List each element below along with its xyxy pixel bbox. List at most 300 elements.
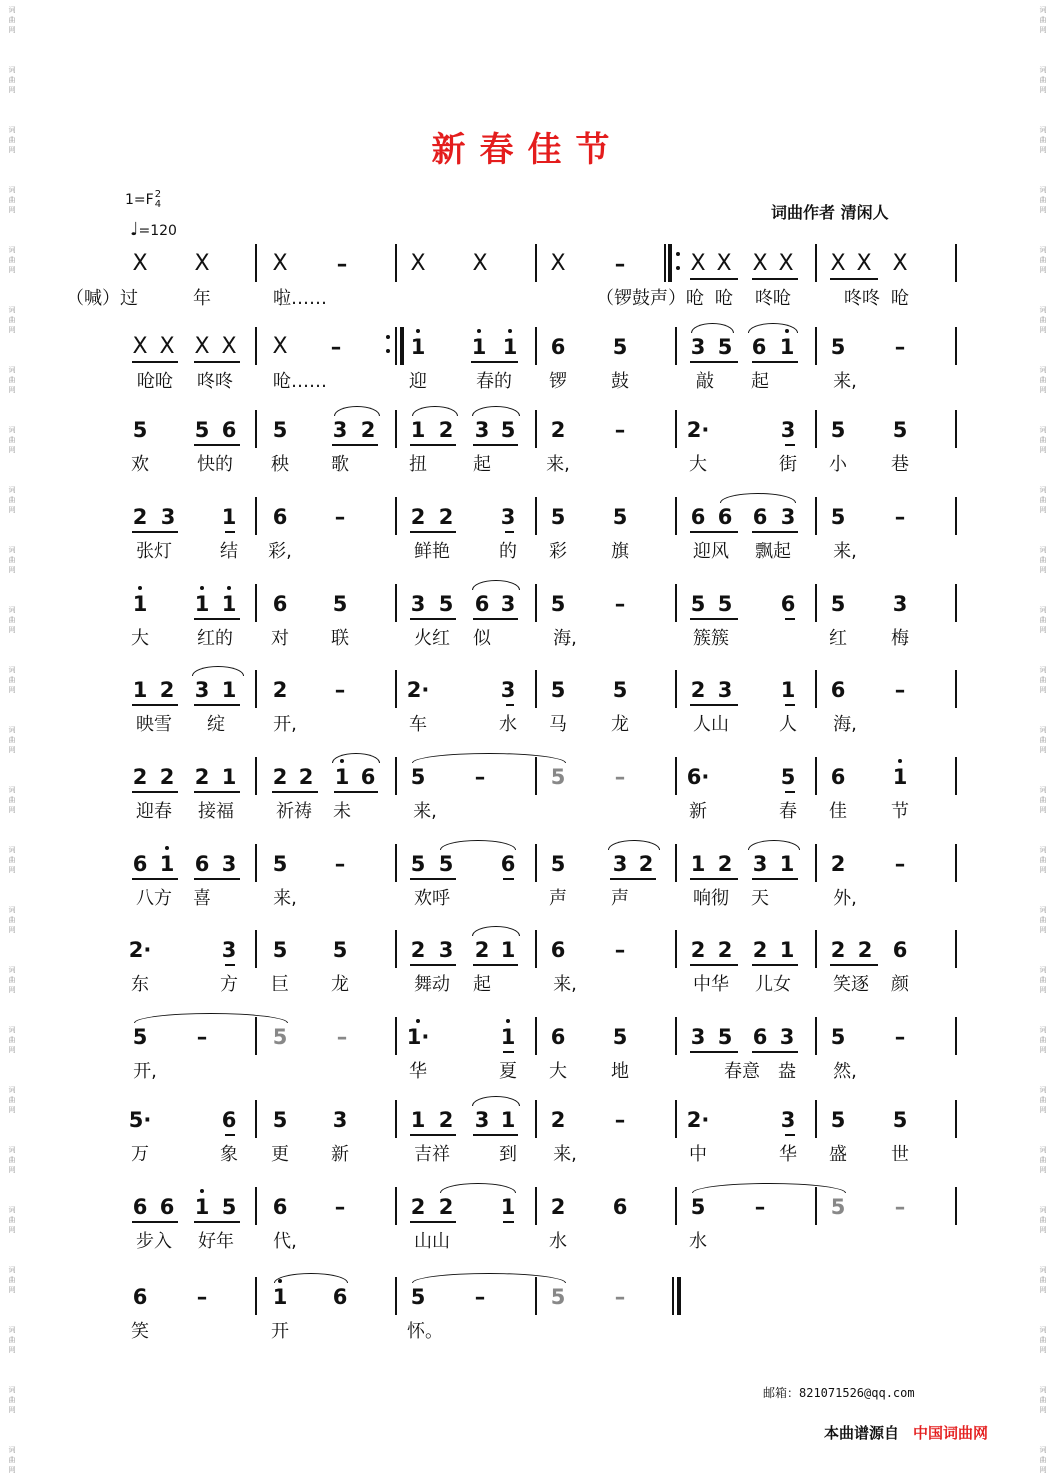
watermark-char: 词 — [1039, 186, 1047, 194]
watermark-char: 网 — [8, 926, 16, 934]
source-label: 本曲谱源自 — [824, 1424, 900, 1442]
lyric: 笑 — [131, 1321, 149, 1342]
note: 3 — [500, 678, 516, 702]
watermark-char: 词 — [8, 606, 16, 614]
note: 5 — [221, 1195, 237, 1219]
beam-underline — [690, 618, 738, 620]
watermark-char: 曲 — [8, 256, 16, 264]
note: X — [690, 251, 706, 276]
beam-underline — [473, 618, 518, 620]
note: 5 — [410, 852, 426, 876]
octave-dot — [508, 329, 512, 333]
note: – — [614, 938, 626, 962]
beam-underline — [410, 964, 456, 966]
note: 5 — [690, 1195, 706, 1219]
watermark-char: 网 — [8, 806, 16, 814]
lyric: 颜 — [891, 974, 909, 995]
note: 3 — [612, 852, 628, 876]
slur — [440, 840, 516, 850]
barline — [815, 670, 817, 708]
lyric: 快的 — [197, 454, 233, 475]
watermark-char: 曲 — [1039, 916, 1047, 924]
watermark-char: 曲 — [1039, 1456, 1047, 1464]
note: 5 — [194, 418, 210, 442]
lyric: 的 — [499, 541, 517, 562]
lyric: 到 — [499, 1144, 517, 1165]
watermark-char: 网 — [1039, 146, 1047, 154]
note: – — [330, 335, 342, 359]
beam-underline — [194, 444, 240, 446]
note: X — [159, 334, 175, 359]
barline — [535, 327, 537, 365]
note: 1 — [132, 678, 148, 702]
note: – — [336, 252, 348, 276]
lyric: 大 — [689, 454, 707, 475]
lyric: 来, — [833, 541, 857, 562]
lyric: 笑逐 — [833, 974, 869, 995]
watermark-char: 词 — [1039, 906, 1047, 914]
beam-underline — [752, 278, 798, 280]
watermark-char: 曲 — [1039, 376, 1047, 384]
note: 3 — [780, 418, 796, 442]
barline — [675, 1187, 677, 1225]
note: 6 — [360, 765, 376, 789]
watermark-char: 词 — [8, 1326, 16, 1334]
barline — [395, 670, 397, 708]
barline — [395, 327, 397, 365]
beam-underline — [505, 444, 514, 446]
note: 3 — [221, 938, 237, 962]
watermark-char: 曲 — [1039, 1276, 1047, 1284]
watermark-char: 网 — [1039, 1286, 1047, 1294]
watermark-char: 词 — [1039, 66, 1047, 74]
watermark-char: 曲 — [8, 1456, 16, 1464]
note: 3 — [752, 852, 768, 876]
lyric: 接福 — [198, 801, 234, 822]
note: 1 — [410, 335, 426, 359]
note: 2 — [438, 418, 454, 442]
barline — [535, 844, 537, 882]
note: 1· — [406, 1025, 430, 1049]
watermark-char: 词 — [1039, 306, 1047, 314]
watermark-char: 网 — [1039, 26, 1047, 34]
lyric: 簇簇 — [693, 628, 729, 649]
note: 2 — [717, 938, 733, 962]
watermark-char: 曲 — [1039, 976, 1047, 984]
watermark-char: 曲 — [1039, 796, 1047, 804]
lyric: 天 — [751, 888, 769, 909]
watermark-char: 词 — [8, 126, 16, 134]
octave-dot — [165, 846, 169, 850]
note: 3 — [892, 592, 908, 616]
lyric: 来, — [553, 1144, 577, 1165]
note: – — [894, 678, 906, 702]
octave-dot — [416, 329, 420, 333]
watermark-char: 网 — [1039, 326, 1047, 334]
note: 2· — [406, 678, 430, 702]
watermark-char: 网 — [8, 986, 16, 994]
note: – — [894, 1025, 906, 1049]
barline — [395, 930, 397, 968]
note: X — [716, 251, 732, 276]
note: 2 — [298, 765, 314, 789]
note: 6 — [272, 592, 288, 616]
note: 6 — [500, 852, 516, 876]
note: 2· — [686, 418, 710, 442]
lyric: 结 — [220, 541, 238, 562]
lyric: 万 — [131, 1144, 149, 1165]
watermark-char: 词 — [1039, 966, 1047, 974]
watermark-char: 曲 — [1039, 1336, 1047, 1344]
watermark-char: 曲 — [8, 616, 16, 624]
watermark-char: 网 — [8, 1166, 16, 1174]
note: 1 — [500, 938, 516, 962]
watermark-char: 网 — [1039, 386, 1047, 394]
watermark-char: 曲 — [8, 676, 16, 684]
note: 6 — [752, 505, 768, 529]
note: 3 — [438, 938, 454, 962]
source-site-link[interactable]: 中国词曲网 — [913, 1424, 989, 1442]
lyric: 迎 — [409, 371, 427, 392]
barline — [255, 244, 257, 282]
watermark-char: 网 — [8, 26, 16, 34]
beam-underline — [785, 1134, 795, 1136]
watermark-char: 词 — [8, 906, 16, 914]
beam-underline — [785, 704, 795, 706]
note: 5 — [550, 678, 566, 702]
barline — [395, 244, 397, 282]
beam-underline — [225, 1134, 235, 1136]
lyric: 对 — [271, 628, 289, 649]
note: 6 — [830, 678, 846, 702]
beam-underline — [785, 618, 795, 620]
barline — [255, 584, 257, 622]
tempo-text: =120 — [138, 223, 177, 239]
lyric: 映雪 — [136, 714, 172, 735]
note: 6 — [690, 505, 706, 529]
watermark-char: 网 — [1039, 926, 1047, 934]
note: 5 — [500, 418, 516, 442]
note: 3 — [717, 678, 733, 702]
watermark-char: 词 — [1039, 726, 1047, 734]
lyric: 地 — [611, 1061, 629, 1082]
watermark-char: 网 — [8, 1346, 16, 1354]
lyric: 锣 — [549, 371, 567, 392]
note: 5 — [550, 765, 566, 789]
watermark-char: 网 — [8, 386, 16, 394]
lyric: 东 — [131, 974, 149, 995]
octave-dot — [416, 1019, 420, 1023]
beam-underline — [471, 361, 518, 363]
lyric: 水 — [549, 1231, 567, 1252]
note: 5 — [690, 592, 706, 616]
watermark-char: 曲 — [8, 1096, 16, 1104]
lyric: 春的 — [476, 371, 512, 392]
watermark-char: 网 — [8, 266, 16, 274]
note: 2 — [830, 852, 846, 876]
note: 2· — [686, 1108, 710, 1132]
watermark-char: 词 — [8, 786, 16, 794]
lyric: 绽 — [207, 714, 225, 735]
repeat-dot — [386, 349, 390, 353]
note: 1 — [132, 592, 148, 616]
watermark-char: 曲 — [1039, 616, 1047, 624]
note: 6 — [550, 335, 566, 359]
note: 2 — [272, 678, 288, 702]
barline — [675, 584, 677, 622]
note: 3 — [690, 1025, 706, 1049]
lyric: 盎 — [778, 1061, 796, 1082]
watermark-char: 网 — [1039, 1046, 1047, 1054]
lyric: 吉祥 — [414, 1144, 450, 1165]
lyric: 象 — [220, 1144, 238, 1165]
repeat-dot — [386, 335, 390, 339]
watermark-char: 词 — [8, 666, 16, 674]
lyric: 来, — [273, 888, 297, 909]
barline — [535, 1017, 537, 1055]
beam-underline — [503, 1221, 514, 1223]
slur — [472, 406, 520, 416]
lyric: 开 — [271, 1321, 289, 1342]
note: – — [334, 678, 346, 702]
barline — [675, 497, 677, 535]
slur — [748, 323, 798, 333]
note: 5 — [612, 335, 628, 359]
watermark-char: 网 — [8, 746, 16, 754]
note: 3 — [500, 592, 516, 616]
lyric: 小 — [829, 454, 847, 475]
note: 6 — [132, 1195, 148, 1219]
note: 6 — [474, 592, 490, 616]
lyric: 巨 — [271, 974, 289, 995]
beam-underline — [194, 618, 240, 620]
note: 1 — [221, 592, 237, 616]
watermark-char: 网 — [8, 1406, 16, 1414]
watermark-char: 网 — [1039, 206, 1047, 214]
lyric: 彩, — [268, 541, 292, 562]
watermark-char: 曲 — [1039, 856, 1047, 864]
watermark-char: 曲 — [8, 376, 16, 384]
barline-thick — [668, 244, 672, 282]
note: 2 — [159, 678, 175, 702]
watermark-char: 词 — [1039, 6, 1047, 14]
note: 5 — [272, 938, 288, 962]
barline — [815, 1017, 817, 1055]
barline — [815, 757, 817, 795]
note: 5 — [612, 678, 628, 702]
note: 1 — [272, 1285, 288, 1309]
note: 5 — [717, 1025, 733, 1049]
slur — [334, 406, 380, 416]
note: 6 — [221, 1108, 237, 1132]
note: 5 — [132, 418, 148, 442]
barline — [535, 410, 537, 448]
watermark-char: 词 — [8, 1266, 16, 1274]
lyric: 呛 — [891, 288, 909, 309]
note: 5 — [410, 765, 426, 789]
watermark-char: 曲 — [1039, 1156, 1047, 1164]
beam-underline — [830, 964, 878, 966]
lyric: 起 — [473, 454, 491, 475]
note: 5 — [612, 1025, 628, 1049]
lyric: 中 — [689, 1144, 707, 1165]
note: 2 — [272, 765, 288, 789]
note: 1 — [500, 1108, 516, 1132]
slur — [440, 1183, 516, 1193]
watermark-char: 曲 — [8, 1156, 16, 1164]
lyric: 人山 — [693, 714, 729, 735]
note: X — [132, 334, 148, 359]
note: 5 — [830, 1108, 846, 1132]
note: 1 — [221, 678, 237, 702]
note: 6 — [332, 1285, 348, 1309]
beam-underline — [690, 878, 738, 880]
lyric: 年 — [193, 288, 211, 309]
lyric: 来, — [413, 801, 437, 822]
note: – — [614, 418, 626, 442]
lyric: 夏 — [499, 1061, 517, 1082]
note: 2 — [752, 938, 768, 962]
watermark-char: 词 — [8, 966, 16, 974]
lyric: （喊）过 — [66, 288, 138, 309]
note: 5 — [550, 592, 566, 616]
slur — [691, 323, 734, 333]
note: 1 — [471, 335, 487, 359]
lyric: 呛…… — [273, 371, 327, 392]
note: 6 — [892, 938, 908, 962]
slur — [692, 1183, 846, 1193]
watermark-char: 曲 — [8, 76, 16, 84]
barline — [675, 757, 677, 795]
lyric: 水 — [499, 714, 517, 735]
octave-dot — [200, 586, 204, 590]
slur — [748, 840, 800, 850]
barline — [672, 1277, 674, 1315]
key-text: 1=F — [125, 192, 154, 208]
note: X — [892, 251, 908, 276]
beam-underline — [752, 361, 798, 363]
note: 6 — [132, 852, 148, 876]
note: 5 — [332, 938, 348, 962]
note: 3 — [474, 1108, 490, 1132]
beam-underline — [272, 791, 318, 793]
watermark-char: 网 — [8, 206, 16, 214]
note: 6 — [751, 335, 767, 359]
lyric: 车 — [409, 714, 427, 735]
slur — [412, 753, 566, 763]
watermark-char: 网 — [1039, 806, 1047, 814]
beam-underline — [410, 531, 456, 533]
lyric: 彩 — [549, 541, 567, 562]
watermark-char: 词 — [1039, 246, 1047, 254]
watermark-char: 曲 — [8, 496, 16, 504]
note: 1 — [780, 678, 796, 702]
lyric: 春 — [779, 801, 797, 822]
beam-underline — [785, 791, 795, 793]
watermark-char: 网 — [1039, 866, 1047, 874]
note: – — [894, 505, 906, 529]
watermark-char: 词 — [8, 1086, 16, 1094]
barline — [395, 1017, 397, 1055]
lyric: 歌 — [331, 454, 349, 475]
barline — [955, 244, 957, 282]
beam-underline — [473, 1134, 518, 1136]
watermark-char: 曲 — [1039, 76, 1047, 84]
lyric: 佳 — [829, 801, 847, 822]
lyric: 联 — [331, 628, 349, 649]
barline — [675, 844, 677, 882]
watermark-char: 网 — [1039, 506, 1047, 514]
lyric: 起 — [751, 371, 769, 392]
watermark-char: 词 — [1039, 1386, 1047, 1394]
note: – — [334, 1195, 346, 1219]
barline — [955, 670, 957, 708]
barline — [535, 670, 537, 708]
barline — [395, 1277, 397, 1315]
beam-underline — [132, 878, 178, 880]
source-line — [824, 1422, 988, 1443]
barline — [395, 1100, 397, 1138]
beam-underline — [503, 1051, 514, 1053]
lyric: 欢呼 — [414, 888, 450, 909]
watermark-char: 网 — [8, 86, 16, 94]
barline — [535, 497, 537, 535]
watermark-char: 曲 — [1039, 1216, 1047, 1224]
note: 5 — [438, 852, 454, 876]
beam-underline — [410, 1221, 456, 1223]
note: 6 — [752, 1025, 768, 1049]
lyric: 咚呛 — [755, 288, 791, 309]
beam-underline — [610, 878, 656, 880]
note: 3 — [194, 678, 210, 702]
beam-underline — [410, 618, 456, 620]
barline — [535, 1100, 537, 1138]
barline — [675, 1017, 677, 1055]
barline — [255, 327, 257, 365]
beam-underline — [505, 531, 514, 533]
watermark-char: 词 — [8, 1146, 16, 1154]
barline — [535, 1187, 537, 1225]
note: 6 — [612, 1195, 628, 1219]
slur — [472, 1096, 520, 1106]
lyric: 马 — [549, 714, 567, 735]
octave-dot — [227, 586, 231, 590]
beam-underline — [410, 1134, 456, 1136]
note: 5 — [272, 1108, 288, 1132]
lyric: 敲 — [696, 371, 714, 392]
watermark-char: 曲 — [1039, 1396, 1047, 1404]
watermark-char: 词 — [1039, 546, 1047, 554]
watermark-char: 曲 — [8, 16, 16, 24]
beam-underline — [132, 704, 178, 706]
barline — [955, 930, 957, 968]
note: 5 — [892, 418, 908, 442]
note: 6 — [194, 852, 210, 876]
note: 5 — [272, 418, 288, 442]
barline — [255, 844, 257, 882]
note: 6 — [272, 1195, 288, 1219]
watermark-char: 曲 — [8, 976, 16, 984]
watermark-char: 曲 — [1039, 436, 1047, 444]
beam-underline — [334, 791, 378, 793]
note: – — [894, 335, 906, 359]
lyric: 咚咚 — [197, 371, 233, 392]
note: X — [272, 251, 288, 276]
beam-underline — [785, 444, 795, 446]
composer-credit: 词曲作者 清闲人 — [771, 203, 889, 222]
watermark-char: 词 — [1039, 426, 1047, 434]
barline — [955, 327, 957, 365]
